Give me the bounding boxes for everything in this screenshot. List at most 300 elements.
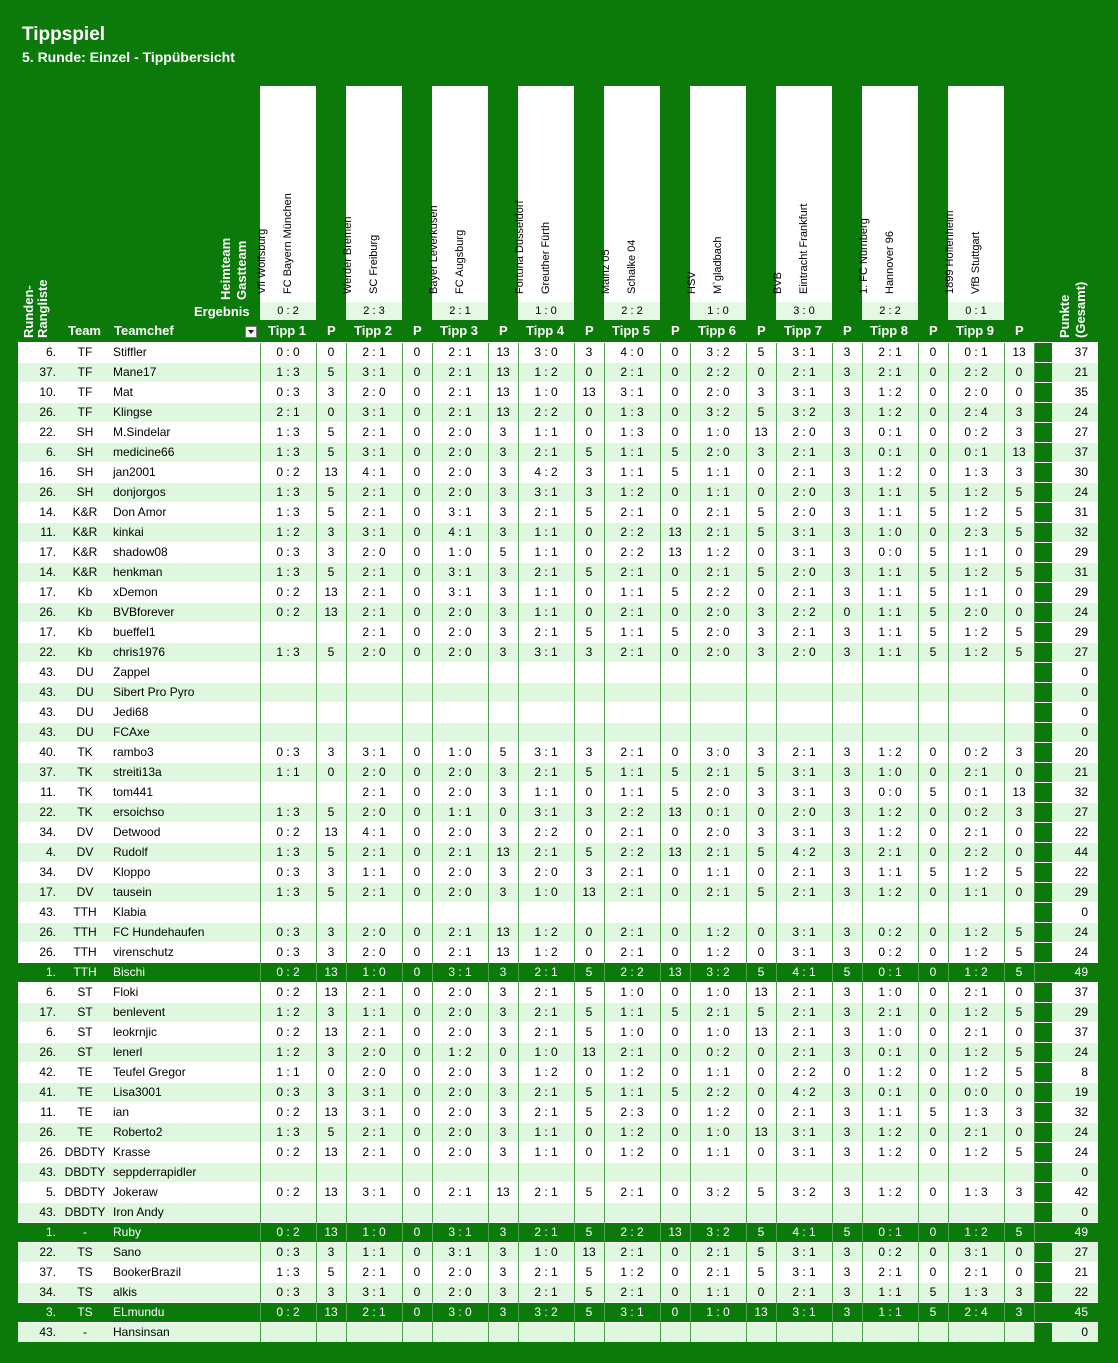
separator [1034, 1023, 1052, 1043]
tipp-cell: 2 : 0 [776, 503, 832, 523]
points-cell: 0 [1004, 1123, 1034, 1143]
teamchef-cell: jan2001 [110, 463, 260, 483]
total-points-cell: 35 [1052, 383, 1098, 403]
points-cell: 0 [402, 843, 432, 863]
points-cell: 3 [832, 1083, 862, 1103]
tipp-cell: 3 : 0 [518, 343, 574, 363]
tipp-cell: 2 : 1 [432, 843, 488, 863]
points-cell: 0 [402, 343, 432, 363]
tipp-cell: 1 : 0 [432, 743, 488, 763]
tipp-cell [948, 683, 1004, 703]
tipp-cell: 2 : 0 [690, 643, 746, 663]
points-cell: 3 [316, 543, 346, 563]
points-cell [1004, 683, 1034, 703]
teamchef-cell: Hansinsan [110, 1323, 260, 1343]
tipp-cell: 2 : 1 [518, 1083, 574, 1103]
team-cell: TF [60, 403, 110, 423]
teamchef-cell: shadow08 [110, 543, 260, 563]
tipp-cell: 2 : 1 [604, 1043, 660, 1063]
points-cell: 5 [1004, 923, 1034, 943]
rank-cell: 42. [18, 1063, 60, 1083]
separator [1034, 443, 1052, 463]
tipp-cell: 0 : 2 [260, 1223, 316, 1243]
points-cell: 13 [746, 423, 776, 443]
table-row [18, 483, 1098, 503]
table-row [18, 903, 1098, 923]
separator [1034, 683, 1052, 703]
tipp-cell: 3 : 1 [604, 383, 660, 403]
rank-cell: 43. [18, 1203, 60, 1223]
tipp-cell: 1 : 1 [948, 583, 1004, 603]
tipp-cell: 1 : 1 [862, 863, 918, 883]
page-title: Tippspiel [22, 24, 106, 45]
match-result: 1 : 0 [535, 305, 557, 317]
points-cell: 5 [574, 963, 604, 983]
tipp-cell [776, 1323, 832, 1343]
points-cell: 0 [918, 1143, 948, 1163]
teamchef-cell: lenerl [110, 1043, 260, 1063]
tipp-cell: 4 : 1 [346, 463, 402, 483]
points-cell: 0 [660, 1103, 690, 1123]
points-cell: 0 [574, 523, 604, 543]
points-cell [402, 703, 432, 723]
points-cell [832, 703, 862, 723]
tipp-cell: 1 : 0 [690, 1023, 746, 1043]
teamchef-cell: donjorgos [110, 483, 260, 503]
tipp-cell: 2 : 1 [604, 883, 660, 903]
match-result: 2 : 3 [363, 305, 385, 317]
tipp-cell [690, 1203, 746, 1223]
points-column-header: P [327, 323, 336, 338]
tipp-cell: 1 : 3 [260, 563, 316, 583]
points-cell: 0 [660, 1143, 690, 1163]
tipp-cell [260, 1323, 316, 1343]
total-points-cell: 0 [1052, 1163, 1098, 1183]
separator [1034, 1103, 1052, 1123]
table-row [18, 523, 1098, 543]
tipp-cell: 2 : 2 [690, 1083, 746, 1103]
points-cell [316, 723, 346, 743]
points-cell: 3 [832, 503, 862, 523]
tipp-cell: 1 : 2 [862, 1063, 918, 1083]
points-cell: 0 [660, 1183, 690, 1203]
points-cell: 0 [402, 603, 432, 623]
points-cell [660, 663, 690, 683]
tipp-cell: 2 : 1 [346, 783, 402, 803]
tipp-cell: 2 : 1 [604, 563, 660, 583]
points-cell [316, 663, 346, 683]
tipp-column-header: Tipp 7 [784, 323, 823, 338]
tipp-cell: 2 : 0 [776, 483, 832, 503]
points-cell: 13 [1004, 783, 1034, 803]
tipp-cell: 1 : 2 [948, 1143, 1004, 1163]
tipp-cell: 0 : 1 [862, 423, 918, 443]
points-cell: 0 [574, 583, 604, 603]
tipp-cell: 2 : 1 [432, 1183, 488, 1203]
filter-dropdown-button[interactable] [245, 326, 257, 338]
tipp-cell: 1 : 3 [260, 423, 316, 443]
tipp-cell: 3 : 1 [776, 523, 832, 543]
points-cell: 5 [574, 1083, 604, 1103]
teamchef-cell: xDemon [110, 583, 260, 603]
tipp-cell: 0 : 3 [260, 743, 316, 763]
points-cell [832, 1163, 862, 1183]
points-cell: 0 [402, 763, 432, 783]
tipp-cell: 2 : 1 [948, 1123, 1004, 1143]
rank-cell: 6. [18, 983, 60, 1003]
points-cell: 0 [402, 943, 432, 963]
team-cell: - [60, 1223, 110, 1243]
tipp-cell: 2 : 0 [518, 863, 574, 883]
points-cell: 3 [1004, 463, 1034, 483]
team-cell: ST [60, 1023, 110, 1043]
points-cell: 5 [746, 503, 776, 523]
table-row [18, 603, 1098, 623]
teamchef-cell: Teufel Gregor [110, 1063, 260, 1083]
points-cell: 0 [316, 763, 346, 783]
tipp-cell: 2 : 1 [776, 363, 832, 383]
tipp-cell: 1 : 2 [948, 1043, 1004, 1063]
points-column-header: P [843, 323, 852, 338]
points-cell: 3 [488, 763, 518, 783]
team-cell: TF [60, 363, 110, 383]
team-cell: Kb [60, 623, 110, 643]
tipp-cell: 1 : 1 [948, 543, 1004, 563]
tipp-cell: 3 : 1 [518, 643, 574, 663]
points-cell: 0 [660, 503, 690, 523]
points-cell: 3 [832, 743, 862, 763]
tipp-cell [260, 703, 316, 723]
points-cell: 0 [746, 1083, 776, 1103]
points-cell: 3 [832, 863, 862, 883]
tipp-cell: 2 : 1 [346, 343, 402, 363]
tipp-cell: 2 : 0 [346, 923, 402, 943]
team-cell: DBDTY [60, 1163, 110, 1183]
total-points-cell: 30 [1052, 463, 1098, 483]
points-cell: 13 [316, 463, 346, 483]
match-result: 2 : 2 [621, 305, 643, 317]
tipp-cell: 1 : 1 [690, 483, 746, 503]
points-cell: 3 [488, 1123, 518, 1143]
tipp-cell: 2 : 0 [346, 643, 402, 663]
total-points-cell: 29 [1052, 883, 1098, 903]
points-cell: 3 [832, 983, 862, 1003]
points-cell: 3 [488, 523, 518, 543]
points-cell: 5 [746, 563, 776, 583]
teamchef-cell: ian [110, 1103, 260, 1123]
tipp-cell: 4 : 2 [776, 843, 832, 863]
tipp-cell [862, 1323, 918, 1343]
points-cell: 5 [660, 1003, 690, 1023]
tipp-cell: 1 : 2 [862, 383, 918, 403]
points-cell: 0 [402, 483, 432, 503]
team-cell: DV [60, 883, 110, 903]
tipp-cell: 1 : 3 [260, 1123, 316, 1143]
tipp-cell: 1 : 2 [604, 1063, 660, 1083]
tipp-cell: 2 : 1 [518, 1183, 574, 1203]
points-cell: 3 [316, 1043, 346, 1063]
points-cell [1004, 723, 1034, 743]
points-cell: 3 [488, 563, 518, 583]
tipp-cell: 1 : 2 [518, 363, 574, 383]
teamchef-cell: bueffel1 [110, 623, 260, 643]
separator [1034, 1323, 1052, 1343]
team-cell: ST [60, 1043, 110, 1063]
tipp-cell: 1 : 3 [260, 1263, 316, 1283]
tipp-column-header: Tipp 3 [440, 323, 479, 338]
points-cell: 5 [1004, 1063, 1034, 1083]
points-cell [918, 723, 948, 743]
tipp-cell: 2 : 1 [776, 1023, 832, 1043]
points-cell: 13 [316, 1023, 346, 1043]
tipp-cell [690, 1163, 746, 1183]
tipp-cell: 1 : 0 [346, 1223, 402, 1243]
points-cell: 0 [660, 983, 690, 1003]
tipp-cell: 3 : 1 [346, 1083, 402, 1103]
points-column-header: P [585, 323, 594, 338]
tipp-cell: 1 : 2 [690, 923, 746, 943]
points-cell: 5 [660, 783, 690, 803]
points-cell: 5 [918, 643, 948, 663]
tipp-cell: 0 : 2 [862, 1243, 918, 1263]
tipp-cell: 1 : 2 [690, 1103, 746, 1123]
match-result: 0 : 1 [965, 305, 987, 317]
tipp-cell: 0 : 2 [948, 803, 1004, 823]
tipp-cell: 1 : 0 [862, 763, 918, 783]
teamchef-cell: Roberto2 [110, 1123, 260, 1143]
points-cell: 5 [488, 543, 518, 563]
table-row [18, 983, 1098, 1003]
rank-cell: 40. [18, 743, 60, 763]
tipp-cell: 1 : 3 [260, 503, 316, 523]
tipp-cell [432, 1203, 488, 1223]
points-cell: 0 [918, 1223, 948, 1243]
total-points-cell: 0 [1052, 1323, 1098, 1343]
team-cell: SH [60, 423, 110, 443]
points-cell: 3 [832, 823, 862, 843]
tipp-cell: 2 : 1 [346, 423, 402, 443]
tipp-cell: 2 : 1 [604, 923, 660, 943]
tipp-cell: 2 : 1 [690, 1003, 746, 1023]
total-points-cell: 32 [1052, 1103, 1098, 1123]
rank-cell: 22. [18, 423, 60, 443]
points-cell: 5 [574, 503, 604, 523]
team-cell: DU [60, 683, 110, 703]
tipp-cell: 1 : 2 [948, 863, 1004, 883]
points-cell: 0 [746, 583, 776, 603]
tipp-cell: 2 : 1 [690, 1263, 746, 1283]
tipp-cell: 2 : 0 [346, 383, 402, 403]
tipp-cell: 1 : 1 [690, 1143, 746, 1163]
tipp-cell: 3 : 1 [432, 1243, 488, 1263]
tipp-cell: 1 : 2 [862, 1123, 918, 1143]
tipp-cell: 2 : 2 [776, 1063, 832, 1083]
points-cell [488, 703, 518, 723]
tipp-cell: 1 : 1 [604, 783, 660, 803]
teamchef-cell: tausein [110, 883, 260, 903]
rank-cell: 14. [18, 503, 60, 523]
tipp-cell: 2 : 2 [604, 843, 660, 863]
rank-cell: 43. [18, 723, 60, 743]
total-points-cell: 19 [1052, 1083, 1098, 1103]
points-cell: 13 [316, 1143, 346, 1163]
points-cell: 0 [746, 1283, 776, 1303]
total-points-cell: 32 [1052, 523, 1098, 543]
tipp-cell: 1 : 2 [862, 823, 918, 843]
tipp-cell: 2 : 0 [432, 463, 488, 483]
rank-cell: 14. [18, 563, 60, 583]
tipp-column-header: Tipp 1 [268, 323, 307, 338]
teamchef-cell: Detwood [110, 823, 260, 843]
separator [1034, 1203, 1052, 1223]
points-cell [402, 1323, 432, 1343]
tipp-cell: 1 : 2 [948, 923, 1004, 943]
rank-cell: 3. [18, 1303, 60, 1323]
table-row [18, 1163, 1098, 1183]
separator [1034, 1223, 1052, 1243]
total-points-cell: 22 [1052, 823, 1098, 843]
points-cell: 0 [746, 1043, 776, 1063]
total-points-cell: 29 [1052, 1003, 1098, 1023]
tipp-cell: 2 : 1 [518, 963, 574, 983]
total-points-cell: 24 [1052, 483, 1098, 503]
points-cell [746, 703, 776, 723]
points-cell: 0 [918, 363, 948, 383]
tipp-cell: 2 : 1 [346, 843, 402, 863]
points-cell: 5 [574, 763, 604, 783]
tipp-cell: 0 : 2 [260, 1103, 316, 1123]
tipp-cell: 2 : 2 [604, 523, 660, 543]
points-column-header: P [1015, 323, 1024, 338]
team-cell: TTH [60, 943, 110, 963]
table-row [18, 823, 1098, 843]
points-column-header: P [671, 323, 680, 338]
tipp-cell: 2 : 0 [690, 623, 746, 643]
tipp-cell: 1 : 3 [260, 483, 316, 503]
tipp-cell: 2 : 1 [776, 883, 832, 903]
tipp-cell [862, 903, 918, 923]
points-cell: 0 [660, 923, 690, 943]
points-cell: 5 [746, 1003, 776, 1023]
points-cell: 13 [660, 1223, 690, 1243]
points-cell: 3 [832, 1303, 862, 1323]
points-cell: 5 [574, 623, 604, 643]
points-cell: 3 [488, 1143, 518, 1163]
teamchef-cell: Iron Andy [110, 1203, 260, 1223]
rank-cell: 34. [18, 823, 60, 843]
points-cell: 0 [660, 363, 690, 383]
points-cell: 0 [402, 1123, 432, 1143]
tipp-cell: 1 : 1 [862, 1283, 918, 1303]
tipp-cell: 2 : 1 [690, 883, 746, 903]
tipp-cell: 0 : 3 [260, 863, 316, 883]
points-cell: 0 [574, 423, 604, 443]
tipp-cell: 2 : 0 [432, 1143, 488, 1163]
tipp-cell: 2 : 1 [776, 583, 832, 603]
points-cell [574, 903, 604, 923]
tipp-cell: 0 : 2 [260, 963, 316, 983]
points-cell: 3 [1004, 1303, 1034, 1323]
tipp-cell: 2 : 1 [604, 743, 660, 763]
points-cell: 0 [488, 803, 518, 823]
tipp-cell: 2 : 1 [862, 363, 918, 383]
rank-cell: 22. [18, 803, 60, 823]
points-cell [832, 683, 862, 703]
team-cell: TK [60, 783, 110, 803]
total-points-cell: 32 [1052, 783, 1098, 803]
tipp-cell: 0 : 2 [260, 583, 316, 603]
points-cell: 13 [316, 983, 346, 1003]
points-cell: 3 [488, 503, 518, 523]
tipp-cell: 0 : 3 [260, 1083, 316, 1103]
separator [1034, 423, 1052, 443]
tipp-cell [690, 663, 746, 683]
points-cell: 5 [746, 1223, 776, 1243]
points-cell: 0 [574, 543, 604, 563]
teamchef-column-header: Teamchef [114, 323, 174, 338]
tipp-cell: 1 : 3 [948, 1183, 1004, 1203]
points-cell: 0 [316, 403, 346, 423]
points-cell [746, 683, 776, 703]
points-cell: 3 [574, 643, 604, 663]
tipp-cell [948, 703, 1004, 723]
tipp-cell: 1 : 0 [690, 1303, 746, 1323]
points-cell: 5 [660, 443, 690, 463]
points-cell: 0 [402, 443, 432, 463]
tipp-cell: 2 : 0 [432, 863, 488, 883]
tipp-cell [690, 723, 746, 743]
points-cell: 0 [402, 1223, 432, 1243]
team-cell: TE [60, 1103, 110, 1123]
tipp-cell: 2 : 1 [604, 603, 660, 623]
points-cell: 13 [660, 803, 690, 823]
tipp-cell: 1 : 2 [948, 623, 1004, 643]
rank-cell: 43. [18, 1163, 60, 1183]
points-cell: 5 [316, 363, 346, 383]
tipp-cell [432, 663, 488, 683]
tipp-cell: 1 : 0 [604, 1023, 660, 1043]
tipp-cell: 1 : 3 [948, 463, 1004, 483]
tipp-cell: 2 : 1 [346, 1263, 402, 1283]
separator [1034, 603, 1052, 623]
tipp-cell [346, 1203, 402, 1223]
tipp-cell: 1 : 3 [948, 1283, 1004, 1303]
points-cell: 13 [574, 1243, 604, 1263]
points-cell: 5 [574, 1103, 604, 1123]
tipp-cell: 3 : 1 [776, 943, 832, 963]
teamchef-cell: Lisa3001 [110, 1083, 260, 1103]
points-cell [316, 783, 346, 803]
teamchef-cell: Jokeraw [110, 1183, 260, 1203]
tipp-cell: 2 : 0 [432, 1263, 488, 1283]
points-cell: 3 [832, 843, 862, 863]
points-cell: 5 [1004, 863, 1034, 883]
total-points-cell: 24 [1052, 943, 1098, 963]
separator [1034, 703, 1052, 723]
points-cell: 3 [488, 1023, 518, 1043]
separator [1034, 563, 1052, 583]
points-cell: 3 [832, 783, 862, 803]
table-row [18, 1123, 1098, 1143]
tipp-cell: 1 : 2 [948, 1223, 1004, 1243]
points-cell: 0 [746, 923, 776, 943]
points-cell [488, 1323, 518, 1343]
total-points-cell: 22 [1052, 1283, 1098, 1303]
points-cell: 5 [574, 1023, 604, 1043]
tipp-cell [518, 1203, 574, 1223]
points-cell: 0 [488, 1043, 518, 1063]
team-cell: TK [60, 763, 110, 783]
